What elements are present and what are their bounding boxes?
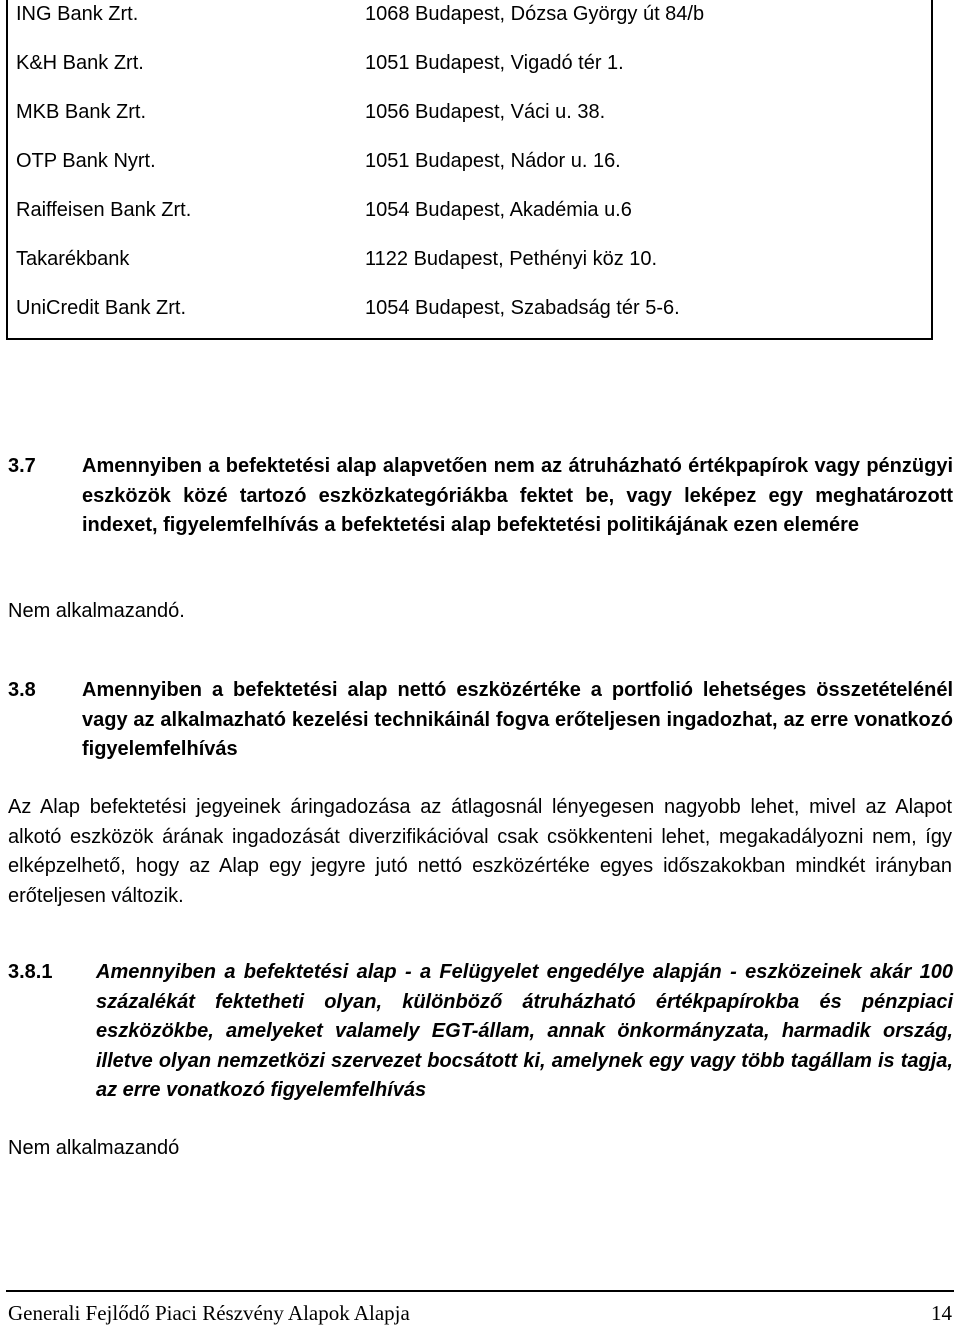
section-3-7 [8,452,954,572]
section-3-8-1 [8,958,954,1108]
table-row [8,0,931,49]
table-row [8,245,931,294]
bank-address: 1051 Budapest, Nádor u. 16. [365,150,621,172]
section-number: 3.8 [8,679,36,701]
bank-address: 1056 Budapest, Váci u. 38. [365,101,606,123]
table-row [8,196,931,245]
bank-table [6,0,933,340]
section-body: Nem alkalmazandó [8,1137,180,1159]
section-number: 3.7 [8,455,36,477]
bank-name: ING Bank Zrt. [16,3,139,25]
bank-address: 1054 Budapest, Szabadság tér 5-6. [365,297,680,319]
bank-name: Takarékbank [16,248,130,270]
bank-address: 1051 Budapest, Vigadó tér 1. [365,52,624,74]
bank-address: 1122 Budapest, Pethényi köz 10. [365,248,658,270]
section-3-8 [8,676,954,768]
page-number: 14 [931,1301,952,1325]
section-body: Nem alkalmazandó. [8,600,185,622]
bank-name: Raiffeisen Bank Zrt. [16,199,192,221]
table-row [8,294,931,343]
bank-name: K&H Bank Zrt. [16,52,144,74]
table-row [8,49,931,98]
table-row [8,98,931,147]
section-heading: Amennyiben a befektetési alap nettó eszközértéke a portfolió lehetséges összetételénél vagy az alkalmazható kezelési technikáinál fogva erőteljesen ingadozhat, az erre vonatkozó figyelemfelhívás [82,679,953,760]
bank-name: UniCredit Bank Zrt. [16,297,187,319]
footer-divider [6,1290,954,1292]
section-body: Az Alap befektetési jegyeinek áringadozása az átlagosnál lényegesen nagyobb lehet, mivel az Alapot alkotó eszközök árának ingadozását diverzifikációval csak csökkenteni lehet, megakadályozni nem, így elképzelhető, hogy az Alap egy jegyre jutó nettó eszközértéke egyes időszakokban mindkét irányban erőteljesen változik. [8,796,952,907]
table-row [8,147,931,196]
bank-name: MKB Bank Zrt. [16,101,147,123]
bank-address: 1068 Budapest, Dózsa György út 84/b [365,3,705,25]
footer-title: Generali Fejlődő Piaci Részvény Alapok Alapja [8,1301,410,1325]
section-heading: Amennyiben a befektetési alap - a Felügyelet engedélye alapján - eszközeinek akár 100 százalékát fektetheti olyan, különböző átruházható értékpapírokba és pénzpiaci eszközökbe, amelyeket valamely EGT-állam, annak önkormányzata, harmadik ország, illetve olyan nemzetközi szervezet bocsátott ki, amelynek egy vagy több tagállam is tagja, az erre vonatkozó figyelemfelhívás [96,961,953,1101]
bank-address: 1054 Budapest, Akadémia u.6 [365,199,632,221]
section-number: 3.8.1 [8,961,53,983]
section-heading: Amennyiben a befektetési alap alapvetően nem az átruházható értékpapírok vagy pénzügyi eszközök közé tartozó eszközkategóriákba fektet be, vagy leképez egy meghatározott indexet, figyelemfelhívás a befektetési alap befektetési politikájának ezen elemére [82,455,953,536]
bank-name: OTP Bank Nyrt. [16,150,156,172]
